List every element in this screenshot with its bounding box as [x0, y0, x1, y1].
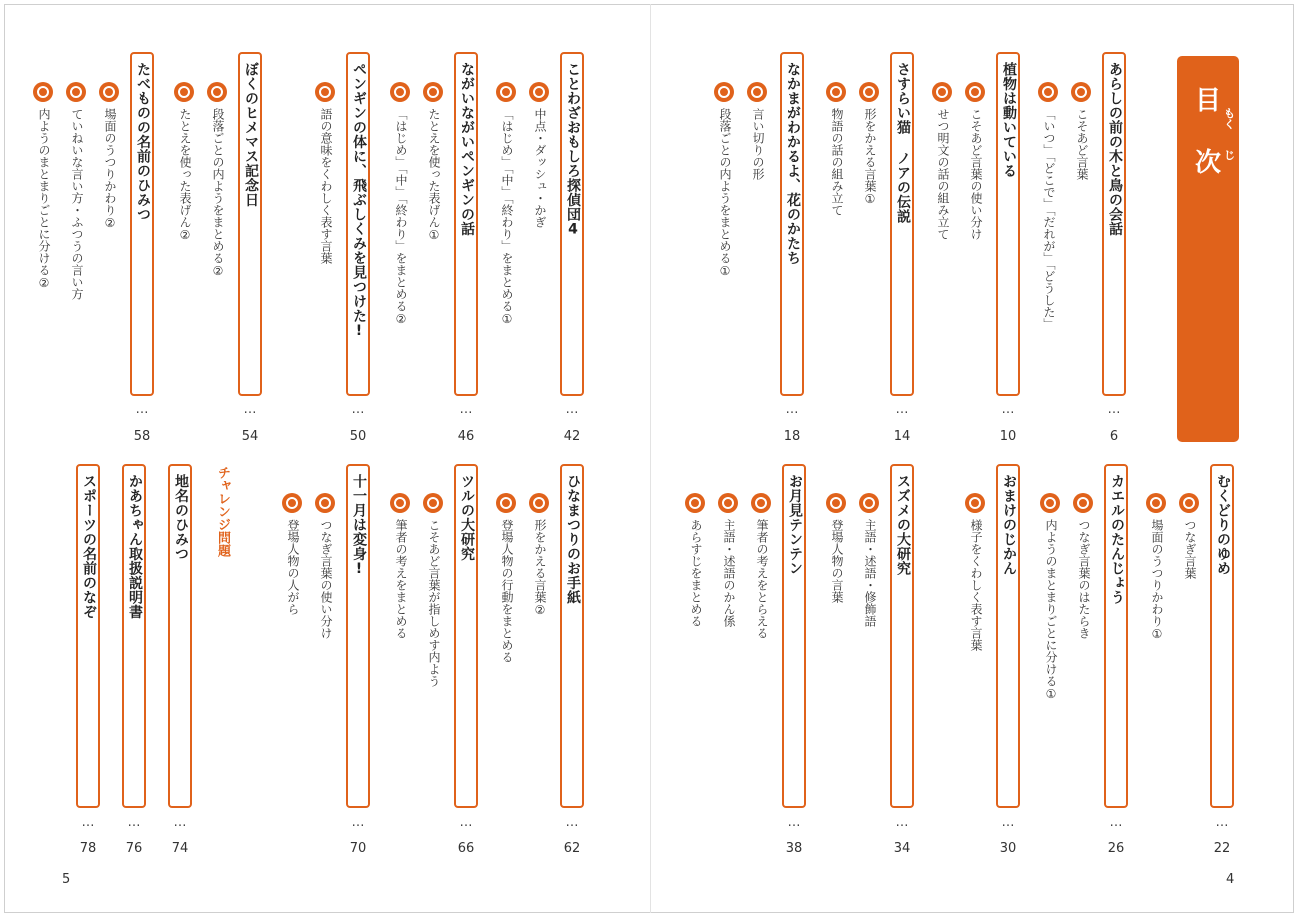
page-number: 50	[349, 429, 367, 444]
leader-dots: …	[127, 815, 141, 830]
skill-badge-icon	[496, 82, 516, 102]
skill-topic: 内ようのまとまりごとに分ける①	[1044, 519, 1058, 701]
page-number: 18	[783, 429, 801, 444]
skill-badge-icon	[1038, 82, 1058, 102]
story-title: ことわざおもしろ探偵団4	[565, 62, 581, 238]
skill-topic: 登場人物の言葉	[830, 519, 844, 603]
leader-dots: …	[243, 402, 257, 417]
skill-badge-icon	[390, 493, 410, 513]
skill-badge-icon	[207, 82, 227, 102]
page-number: 70	[349, 841, 367, 856]
skill-badge-icon	[751, 493, 771, 513]
page-number-right: 4	[1226, 872, 1235, 887]
page-number: 74	[171, 841, 189, 856]
story-title: カエルのたんじょう	[1109, 474, 1125, 605]
page-number: 58	[133, 429, 151, 444]
page-number: 42	[563, 429, 581, 444]
skill-topic: 主語・述語のかん係	[722, 519, 736, 627]
toc-title-char-2: 次	[1195, 148, 1222, 178]
skill-topic: 物語の話の組み立て	[830, 108, 844, 216]
skill-badge-icon	[965, 493, 985, 513]
story-title: ツルの大研究	[459, 474, 475, 561]
skill-topic: 「はじめ」「中」「終わり」をまとめる①	[500, 108, 514, 326]
story-title: 十一月は変身!	[351, 474, 367, 578]
page-number: 62	[563, 841, 581, 856]
leader-dots: …	[785, 402, 799, 417]
story-title: おまけのじかん	[1001, 474, 1017, 576]
page-number: 66	[457, 841, 475, 856]
leader-dots: …	[895, 815, 909, 830]
skill-topic: こそあど言葉の使い分け	[969, 108, 983, 240]
skill-badge-icon	[33, 82, 53, 102]
page-number: 54	[241, 429, 259, 444]
skill-badge-icon	[826, 493, 846, 513]
leader-dots: …	[895, 402, 909, 417]
page-number: 38	[785, 841, 803, 856]
skill-topic: 様子をくわしく表す言葉	[969, 519, 983, 651]
skill-badge-icon	[685, 493, 705, 513]
story-title: あらしの前の木と鳥の会話	[1107, 62, 1123, 236]
page-gutter	[650, 4, 651, 913]
skill-badge-icon	[1071, 82, 1091, 102]
leader-dots: …	[135, 402, 149, 417]
page-number: 46	[457, 429, 475, 444]
skill-badge-icon	[1179, 493, 1199, 513]
leader-dots: …	[351, 815, 365, 830]
leader-dots: …	[787, 815, 801, 830]
skill-topic: 中点・ダッシュ・かぎ	[533, 108, 547, 228]
skill-badge-icon	[390, 82, 410, 102]
skill-badge-icon	[718, 493, 738, 513]
skill-topic: 場面のうつりかわり②	[103, 108, 117, 230]
skill-topic: 筆者の考えをとらえる	[755, 519, 769, 639]
leader-dots: …	[173, 815, 187, 830]
toc-title-char-1: 目	[1195, 86, 1222, 116]
skill-badge-icon	[859, 82, 879, 102]
skill-topic: 場面のうつりかわり①	[1150, 519, 1164, 641]
page-number: 14	[893, 429, 911, 444]
skill-topic: 語の意味をくわしく表す言葉	[319, 108, 333, 264]
skill-topic: 段落ごとの内ようをまとめる②	[211, 108, 225, 278]
skill-badge-icon	[99, 82, 119, 102]
leader-dots: …	[565, 815, 579, 830]
skill-topic: せつ明文の話の組み立て	[936, 108, 950, 240]
toc-title-ruby-2: じ	[1224, 149, 1235, 162]
skill-badge-icon	[66, 82, 86, 102]
leader-dots: …	[1001, 815, 1015, 830]
skill-badge-icon	[747, 82, 767, 102]
page-number: 26	[1107, 841, 1125, 856]
story-title: スポーツの名前のなぞ	[81, 474, 97, 619]
page-number: 6	[1109, 429, 1119, 444]
skill-badge-icon	[282, 493, 302, 513]
toc-title-ruby-1: もく	[1224, 107, 1235, 131]
skill-topic: ていねいな言い方・ふつうの言い方	[70, 108, 84, 300]
skill-badge-icon	[315, 82, 335, 102]
leader-dots: …	[1107, 402, 1121, 417]
toc-title-tab	[1177, 56, 1239, 442]
skill-topic: こそあど言葉	[1075, 108, 1089, 180]
skill-topic: 筆者の考えをまとめる	[394, 519, 408, 639]
story-title: むくどりのゆめ	[1215, 474, 1231, 576]
leader-dots: …	[459, 402, 473, 417]
page-number: 30	[999, 841, 1017, 856]
page-number: 34	[893, 841, 911, 856]
skill-badge-icon	[174, 82, 194, 102]
page-number: 78	[79, 841, 97, 856]
story-title: 植物は動いている	[1001, 62, 1017, 178]
skill-topic: 言い切りの形	[751, 108, 765, 180]
skill-badge-icon	[1146, 493, 1166, 513]
skill-badge-icon	[859, 493, 879, 513]
challenge-label: チャレンジ問題	[215, 466, 230, 557]
page-number: 76	[125, 841, 143, 856]
story-title: たべものの名前のひみつ	[135, 62, 151, 222]
story-title: ながいながいペンギンの話	[459, 62, 475, 236]
leader-dots: …	[1001, 402, 1015, 417]
skill-topic: 段落ごとの内ようをまとめる①	[718, 108, 732, 278]
story-title: ぼくのヒメマス記念日	[243, 62, 259, 207]
skill-badge-icon	[1040, 493, 1060, 513]
skill-badge-icon	[496, 493, 516, 513]
story-title: なかまがわかるよ、花のかたち	[785, 62, 801, 265]
skill-topic: つなぎ言葉	[1183, 519, 1197, 579]
skill-topic: 登場人物の行動をまとめる	[500, 519, 514, 663]
skill-topic: 登場人物の人がら	[286, 519, 300, 615]
skill-topic: 形をかえる言葉①	[863, 108, 877, 206]
leader-dots: …	[81, 815, 95, 830]
skill-topic: 内ようのまとまりごとに分ける②	[37, 108, 51, 290]
story-title: スズメの大研究	[895, 474, 911, 576]
skill-badge-icon	[529, 82, 549, 102]
skill-badge-icon	[1073, 493, 1093, 513]
skill-topic: 形をかえる言葉②	[533, 519, 547, 617]
leader-dots: …	[459, 815, 473, 830]
skill-topic: たとえを使った表げん①	[427, 108, 441, 242]
skill-badge-icon	[932, 82, 952, 102]
leader-dots: …	[1109, 815, 1123, 830]
skill-badge-icon	[423, 82, 443, 102]
skill-badge-icon	[826, 82, 846, 102]
skill-topic: 主語・述語・修飾語	[863, 519, 877, 627]
story-title: さすらい猫 ノアの伝説	[895, 62, 911, 224]
skill-topic: つなぎ言葉の使い分け	[319, 519, 333, 639]
leader-dots: …	[1215, 815, 1229, 830]
skill-topic: つなぎ言葉のはたらき	[1077, 519, 1091, 639]
leader-dots: …	[565, 402, 579, 417]
skill-badge-icon	[529, 493, 549, 513]
page-number: 10	[999, 429, 1017, 444]
skill-topic: あらすじをまとめる	[689, 519, 703, 627]
page-number-left: 5	[62, 872, 71, 887]
page-spread	[4, 4, 1294, 913]
skill-badge-icon	[315, 493, 335, 513]
story-title: かあちゃん取扱説明書	[127, 474, 143, 619]
page-number: 22	[1213, 841, 1231, 856]
story-title: 地名のひみつ	[173, 474, 189, 561]
skill-topic: こそあど言葉が指しめす内よう	[427, 519, 441, 687]
story-title: お月見テンテン	[787, 474, 803, 576]
story-title: ペンギンの体に、飛ぶしくみを見つけた!	[351, 62, 367, 340]
skill-badge-icon	[965, 82, 985, 102]
leader-dots: …	[351, 402, 365, 417]
skill-badge-icon	[423, 493, 443, 513]
skill-topic: 「いつ」「どこで」「だれが」「どうした」	[1042, 108, 1056, 330]
story-title: ひなまつりのお手紙	[565, 474, 581, 605]
skill-badge-icon	[714, 82, 734, 102]
skill-topic: たとえを使った表げん②	[178, 108, 192, 242]
skill-topic: 「はじめ」「中」「終わり」をまとめる②	[394, 108, 408, 326]
